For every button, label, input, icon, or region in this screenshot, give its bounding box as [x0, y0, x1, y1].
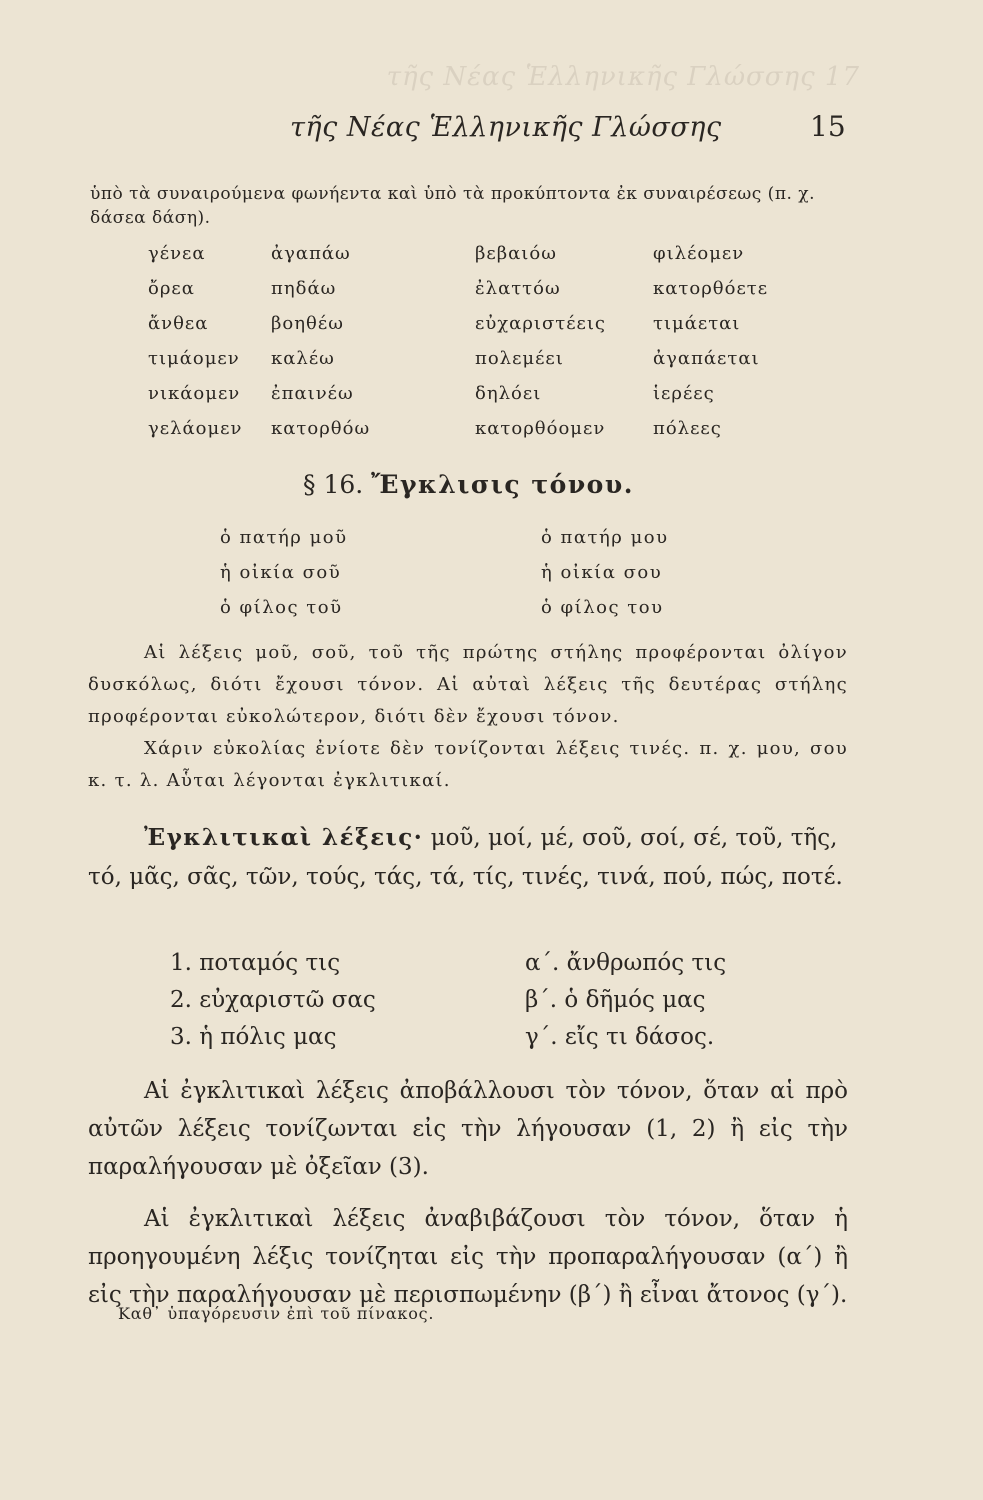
word-cell: δηλόει: [475, 383, 542, 404]
enclitic-list: [88, 818, 848, 897]
footnote: Καθ᾽ ὑπαγόρευσιν ἐπὶ τοῦ πίνακος.: [118, 1304, 435, 1323]
word-cell: τιμάεται: [653, 313, 741, 334]
example-line: ὁ πατήρ μου: [541, 527, 669, 548]
enclitic-label: Ἐγκλιτικαὶ λέξεις·: [144, 824, 424, 851]
word-cell: τιμάομεν: [148, 348, 240, 369]
example-right: β΄. ὁ δῆμός μας: [525, 987, 706, 1013]
explanation-text: [88, 637, 848, 797]
intro-line: δάσεα δάση).: [90, 208, 211, 228]
word-cell: κατορθόομεν: [475, 418, 606, 439]
word-cell: πηδάω: [271, 278, 337, 299]
word-cell: κατορθόετε: [653, 278, 769, 299]
intro-text: [90, 182, 850, 230]
word-cell: γένεα: [148, 243, 206, 264]
word-cell: ἐλαττόω: [475, 278, 561, 299]
example-line: ὁ πατήρ μοῦ: [220, 527, 348, 548]
word-column-3: [475, 236, 675, 446]
word-cell: φιλέομεν: [653, 243, 745, 264]
word-cell: ἐπαινέω: [271, 383, 354, 404]
unaccented-column: [541, 520, 841, 625]
word-cell: ὄρεα: [148, 278, 195, 299]
paragraph: Αἱ ἐγκλιτικαὶ λέξεις ἀποβάλλουσι τὸν τόνον, ὅταν αἱ πρὸ αὐτῶν λέξεις τονίζωνται εἰς τὴν λήγουσαν (1, 2) ἢ εἰς τὴν παραλήγουσαν μὲ ὀξεῖαν (3).: [88, 1078, 848, 1180]
paragraph: Αἱ λέξεις μοῦ, σοῦ, τοῦ τῆς πρώτης στήλης προφέρονται ὀλίγον δυσκόλως, διότι ἔχουσι τόνον. Αἱ αὐταὶ λέξεις τῆς δευτέρας στήλης προφέρονται εὐκολώτερον, διότι δὲν ἔχουσι τόνον.: [88, 642, 848, 727]
example-row: [170, 945, 770, 982]
enclitic-words: μοῦ, μοί, μέ, σοῦ, σοί, σέ, τοῦ, τῆς, τό, μᾶς, σᾶς, τῶν, τούς, τάς, τά, τίς, τινές, τινά, πού, πώς, ποτέ.: [88, 825, 843, 890]
word-cell: βοηθέω: [271, 313, 344, 334]
word-column-2: [271, 236, 471, 446]
section-title: Ἔγκλισις τόνου.: [371, 470, 634, 499]
bleed-through-text: τῆς Νέας Ἑλληνικῆς Γλώσσης 17: [386, 62, 860, 92]
word-cell: ἄνθεα: [148, 313, 209, 334]
word-cell: καλέω: [271, 348, 335, 369]
word-cell: εὐχαριστέεις: [475, 313, 607, 334]
accented-column: [220, 520, 520, 625]
example-left: 2. εὐχαριστῶ σας: [170, 987, 376, 1013]
word-cell: νικάομεν: [148, 383, 241, 404]
intro-line: ὑπὸ τὰ συναιρούμενα φωνήεντα καὶ ὑπὸ τὰ προκύπτοντα ἐκ συναιρέσεως (π. χ.: [90, 184, 815, 204]
example-left: 1. ποταμός τις: [170, 950, 341, 976]
section-number: § 16.: [303, 470, 364, 499]
example-right: α΄. ἄνθρωπός τις: [525, 950, 727, 976]
example-row: [170, 1019, 770, 1056]
word-cell: ἀγαπάω: [271, 243, 351, 264]
example-right: γ΄. εἴς τι δάσος.: [525, 1024, 715, 1050]
rules-text: [88, 1072, 848, 1328]
section-heading: [303, 470, 634, 499]
example-left: 3. ἡ πόλις μας: [170, 1024, 337, 1050]
word-cell: κατορθόω: [271, 418, 371, 439]
numbered-examples: [170, 945, 770, 1056]
word-cell: πόλεες: [653, 418, 722, 439]
word-cell: βεβαιόω: [475, 243, 557, 264]
example-line: ὁ φίλος του: [541, 597, 664, 618]
paragraph: Αἱ ἐγκλιτικαὶ λέξεις ἀναβιβάζουσι τὸν τόνον, ὅταν ἡ προηγουμένη λέξις τονίζηται εἰς τὴν προπαραλήγουσαν (α΄) ἢ εἰς τὴν παραλήγουσαν μὲ περισπωμένην (β΄) ἢ εἶναι ἄτονος (γ΄).: [88, 1206, 848, 1308]
word-cell: ἱερέες: [653, 383, 715, 404]
example-line: ἡ οἰκία σου: [541, 562, 663, 583]
word-cell: πολεμέει: [475, 348, 564, 369]
word-cell: ἀγαπάεται: [653, 348, 760, 369]
word-column-4: [653, 236, 853, 446]
example-line: ἡ οἰκία σοῦ: [220, 562, 342, 583]
running-head: τῆς Νέας Ἑλληνικῆς Γλώσσης: [290, 112, 722, 143]
paragraph: Χάριν εὐκολίας ἐνίοτε δὲν τονίζονται λέξεις τινές. π. χ. μου, σου κ. τ. λ. Αὗται λέγονται ἐγκλιτικαί.: [88, 738, 848, 791]
example-row: [170, 982, 770, 1019]
word-cell: γελάομεν: [148, 418, 243, 439]
page-number: 15: [810, 110, 846, 143]
example-line: ὁ φίλος τοῦ: [220, 597, 343, 618]
